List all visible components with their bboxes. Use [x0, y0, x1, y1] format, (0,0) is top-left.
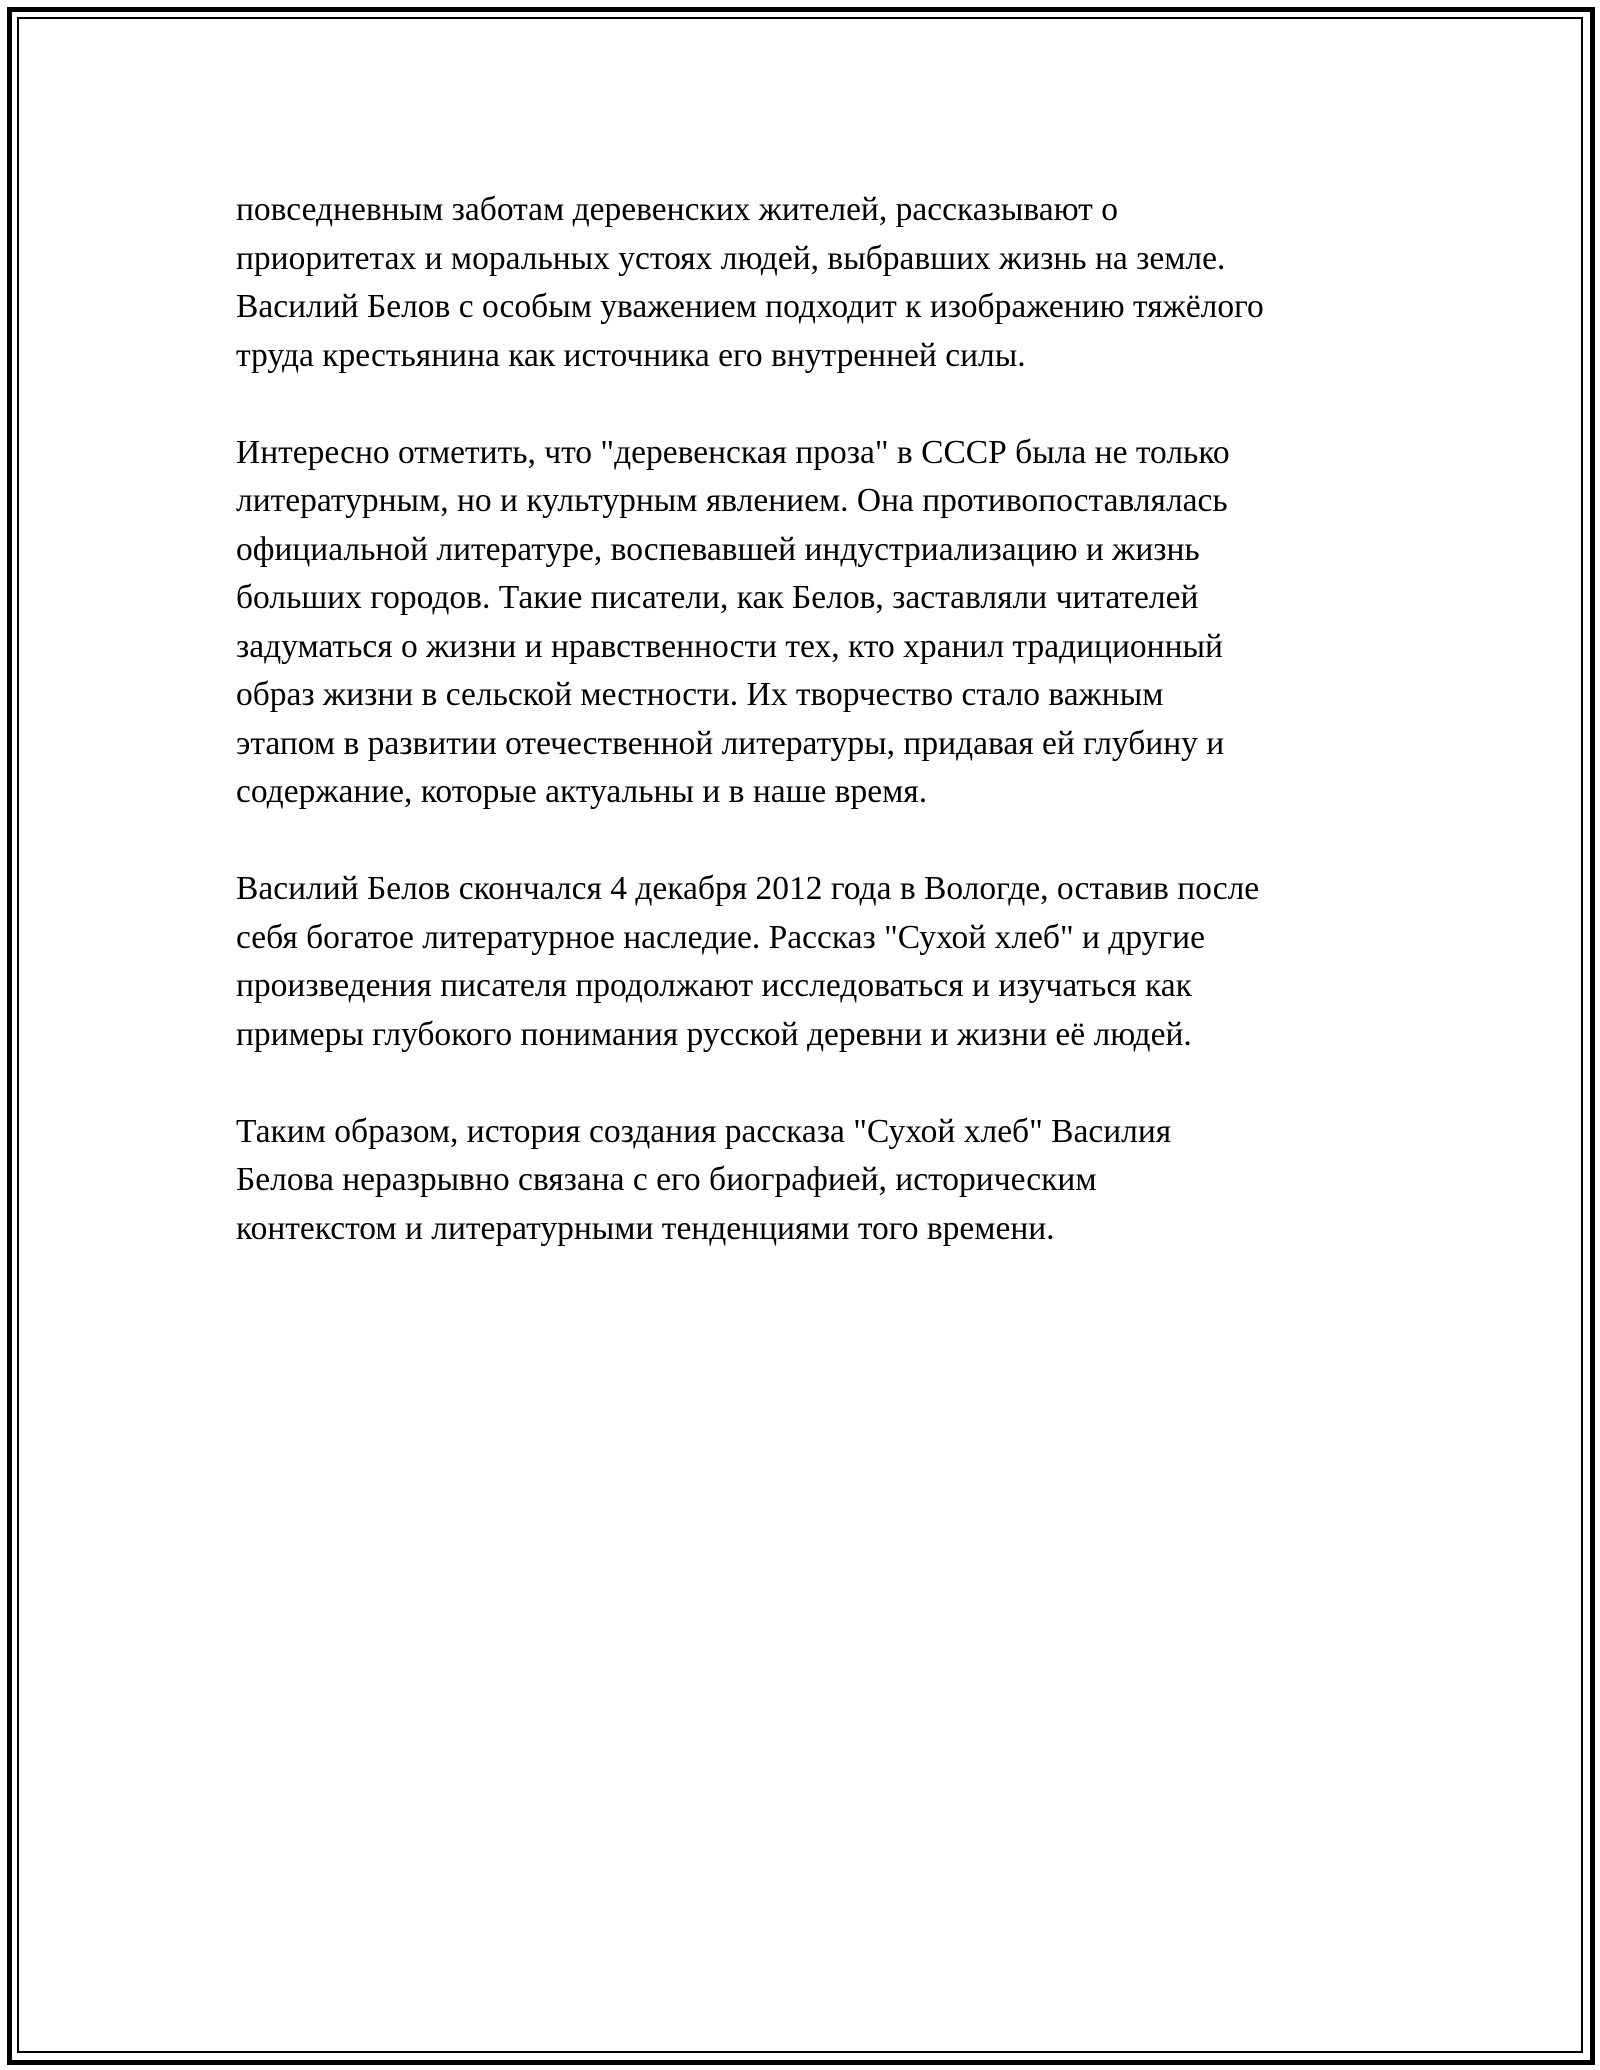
paragraph-3	[236, 865, 1416, 1059]
document-body	[236, 186, 1416, 1302]
text-line: повседневным заботам деревенских жителей, рассказывают о	[236, 191, 1118, 228]
text-line: Таким образом, история создания рассказа "Сухой хлеб" Василия	[236, 1112, 1172, 1150]
text-line: Василий Белов скончался 4 декабря 2012 года в Вологде, оставив после	[236, 870, 1260, 907]
text-line: официальной литературе, воспевавшей индустриализацию и жизнь	[236, 530, 1200, 568]
text-line: этапом в развитии отечественной литературы, придавая ей глубину и	[236, 724, 1225, 762]
text-line: больших городов. Такие писатели, как Белов, заставляли читателей	[236, 579, 1199, 616]
text-line: примеры глубокого понимания русской деревни и жизни её людей.	[236, 1015, 1192, 1053]
text-line: себя богатое литературное наследие. Рассказ "Сухой хлеб" и другие	[236, 918, 1205, 956]
text-line: образ жизни в сельской местности. Их творчество стало важным	[236, 676, 1164, 713]
text-line: приоритетах и моральных устоях людей, выбравших жизнь на земле.	[236, 239, 1226, 277]
text-line: содержание, которые актуальны и в наше время.	[236, 773, 928, 810]
text-line: произведения писателя продолжают исследоваться и изучаться как	[236, 967, 1192, 1004]
text-line: Белова неразрывно связана с его биографией, историческим	[236, 1161, 1097, 1198]
paragraph-1	[236, 186, 1416, 380]
text-line: контекстом и литературными тенденциями того времени.	[236, 1209, 1055, 1247]
paragraph-2	[236, 429, 1416, 817]
text-line: Интересно отметить, что "деревенская проза" в СССР была не только	[236, 433, 1230, 471]
text-line: Василий Белов с особым уважением подходит к изображению тяжёлого	[236, 288, 1264, 325]
paragraph-4	[236, 1108, 1416, 1254]
text-line: задуматься о жизни и нравственности тех, кто хранил традиционный	[236, 627, 1223, 665]
text-line: литературным, но и культурным явлением. Она противопоставлялась	[236, 482, 1228, 519]
text-line: труда крестьянина как источника его внутренней силы.	[236, 336, 1026, 374]
